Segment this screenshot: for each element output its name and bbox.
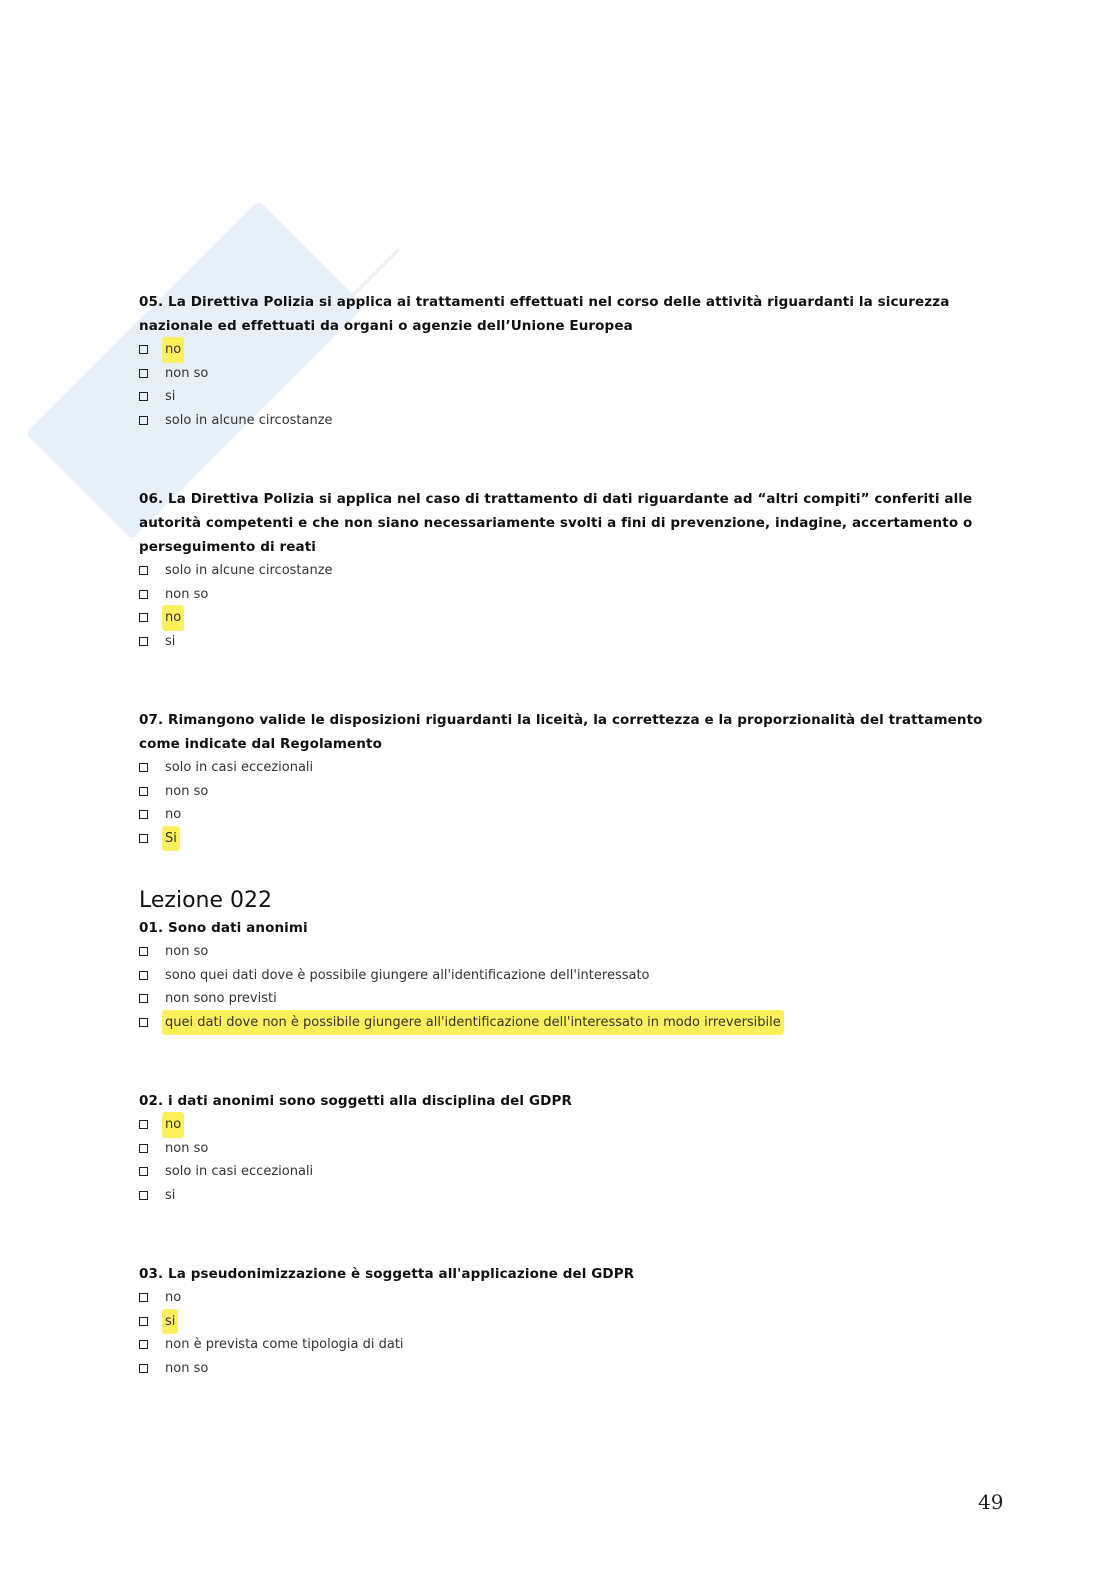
option-label: solo in casi eccezionali bbox=[165, 760, 314, 775]
checkbox-icon[interactable] bbox=[139, 369, 148, 378]
option-label: solo in alcune circostanze bbox=[165, 412, 333, 428]
option-item[interactable] bbox=[139, 1333, 989, 1357]
option-item[interactable] bbox=[139, 1184, 989, 1208]
option-item[interactable] bbox=[139, 385, 989, 409]
option-label: sono quei dati dove è possibile giungere all'identificazione dell'interessato bbox=[165, 967, 650, 983]
option-label: solo in casi eccezionali bbox=[165, 1164, 314, 1179]
option-label: no bbox=[165, 1290, 182, 1305]
checkbox-icon[interactable] bbox=[139, 392, 148, 401]
option-item[interactable] bbox=[139, 803, 989, 827]
checkbox-icon[interactable] bbox=[139, 834, 148, 843]
option-label: solo in alcune circostanze bbox=[165, 563, 333, 578]
option-item[interactable] bbox=[139, 606, 989, 630]
option-item[interactable] bbox=[139, 1113, 989, 1137]
option-list bbox=[139, 940, 989, 1034]
checkbox-icon[interactable] bbox=[139, 590, 148, 599]
checkbox-icon[interactable] bbox=[139, 810, 148, 819]
option-label: si bbox=[165, 1187, 176, 1203]
checkbox-icon[interactable] bbox=[139, 1364, 148, 1373]
option-label: non so bbox=[165, 944, 209, 959]
option-label: non so bbox=[165, 1140, 209, 1156]
option-item[interactable] bbox=[139, 780, 989, 804]
option-list bbox=[139, 338, 989, 432]
option-label: no bbox=[162, 1112, 184, 1138]
option-label: si bbox=[165, 389, 176, 404]
option-item[interactable] bbox=[139, 630, 989, 654]
checkbox-icon[interactable] bbox=[139, 1120, 148, 1129]
checkbox-icon[interactable] bbox=[139, 1167, 148, 1176]
option-label: quei dati dove non è possibile giungere all'identificazione dell'interessato in modo irreversibile bbox=[162, 1010, 784, 1036]
option-list bbox=[139, 1113, 989, 1207]
checkbox-icon[interactable] bbox=[139, 1144, 148, 1153]
question-02 bbox=[139, 1089, 989, 1207]
checkbox-icon[interactable] bbox=[139, 971, 148, 980]
option-label: si bbox=[162, 1309, 178, 1335]
checkbox-icon[interactable] bbox=[139, 1018, 148, 1027]
question-title: 02. i dati anonimi sono soggetti alla disciplina del GDPR bbox=[139, 1093, 572, 1109]
checkbox-icon[interactable] bbox=[139, 994, 148, 1003]
option-label: no bbox=[162, 605, 184, 631]
option-item[interactable] bbox=[139, 1137, 989, 1161]
option-label: no bbox=[162, 337, 184, 363]
option-item[interactable] bbox=[139, 1160, 989, 1184]
checkbox-icon[interactable] bbox=[139, 566, 148, 575]
checkbox-icon[interactable] bbox=[139, 416, 148, 425]
option-item[interactable] bbox=[139, 987, 989, 1011]
checkbox-icon[interactable] bbox=[139, 345, 148, 354]
question-07 bbox=[139, 708, 989, 850]
option-item[interactable] bbox=[139, 1310, 989, 1334]
checkbox-icon[interactable] bbox=[139, 763, 148, 772]
option-item[interactable] bbox=[139, 362, 989, 386]
page-number: 49 bbox=[978, 1490, 1004, 1514]
checkbox-icon[interactable] bbox=[139, 613, 148, 622]
option-list bbox=[139, 756, 989, 850]
question-title: 01. Sono dati anonimi bbox=[139, 920, 308, 936]
option-label: non sono previsti bbox=[165, 991, 277, 1006]
option-label: non so bbox=[165, 783, 209, 799]
option-item[interactable] bbox=[139, 1011, 989, 1035]
option-label: non è prevista come tipologia di dati bbox=[165, 1337, 404, 1352]
checkbox-icon[interactable] bbox=[139, 1191, 148, 1200]
option-item[interactable] bbox=[139, 964, 989, 988]
option-label: Si bbox=[162, 826, 180, 852]
question-title: 06. La Direttiva Polizia si applica nel caso di trattamento di dati riguardante ad “altri compiti” conferiti alle autorità competenti e che non siano necessariamente svolti a fini di prevenzione, indagine, accertamento o perseguimento di reati bbox=[139, 491, 973, 555]
option-list bbox=[139, 559, 989, 653]
checkbox-icon[interactable] bbox=[139, 787, 148, 796]
option-item[interactable] bbox=[139, 338, 989, 362]
option-item[interactable] bbox=[139, 409, 989, 433]
question-05 bbox=[139, 290, 989, 432]
option-item[interactable] bbox=[139, 940, 989, 964]
option-label: non so bbox=[165, 365, 209, 381]
option-list bbox=[139, 1286, 989, 1380]
option-item[interactable] bbox=[139, 827, 989, 851]
option-item[interactable] bbox=[139, 756, 989, 780]
option-label: si bbox=[165, 633, 176, 649]
question-01 bbox=[139, 916, 989, 1034]
checkbox-icon[interactable] bbox=[139, 1317, 148, 1326]
checkbox-icon[interactable] bbox=[139, 947, 148, 956]
checkbox-icon[interactable] bbox=[139, 1293, 148, 1302]
checkbox-icon[interactable] bbox=[139, 637, 148, 646]
option-item[interactable] bbox=[139, 583, 989, 607]
section-heading: Lezione 022 bbox=[139, 888, 272, 913]
question-title: 07. Rimangono valide le disposizioni riguardanti la liceità, la correttezza e la proporzionalità del trattamento come indicate dal Regolamento bbox=[139, 712, 983, 752]
checkbox-icon[interactable] bbox=[139, 1340, 148, 1349]
option-label: non so bbox=[165, 1360, 209, 1376]
question-title: 03. La pseudonimizzazione è soggetta all'applicazione del GDPR bbox=[139, 1266, 635, 1282]
question-06 bbox=[139, 487, 989, 653]
question-title: 05. La Direttiva Polizia si applica ai trattamenti effettuati nel corso delle attività riguardanti la sicurezza nazionale ed effettuati da organi o agenzie dell’Unione Europea bbox=[139, 294, 950, 334]
option-label: non so bbox=[165, 586, 209, 602]
option-label: no bbox=[165, 807, 182, 822]
option-item[interactable] bbox=[139, 1286, 989, 1310]
question-03 bbox=[139, 1262, 989, 1380]
option-item[interactable] bbox=[139, 1357, 989, 1381]
page-content bbox=[139, 290, 989, 1380]
option-item[interactable] bbox=[139, 559, 989, 583]
